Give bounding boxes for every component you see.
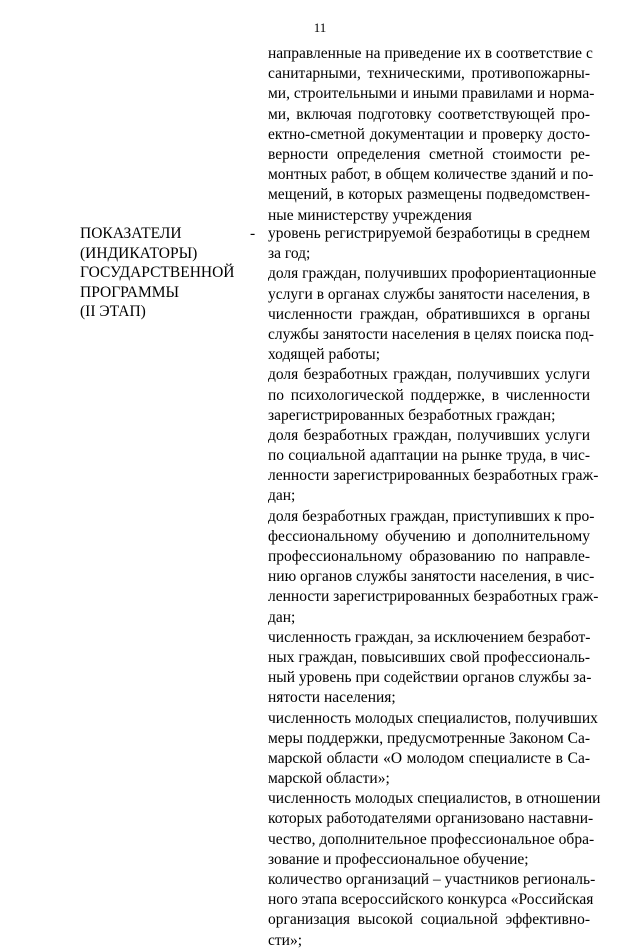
indicator-line: марской области»; (268, 770, 390, 788)
indicator-item (268, 507, 599, 628)
indicator-line: нятости населения; (268, 689, 396, 707)
indicator-line: доля граждан, получивших профориентационные (268, 265, 597, 283)
indicator-item (268, 426, 599, 507)
indicator-item (268, 264, 597, 365)
indicator-item (268, 224, 590, 264)
section-label-line: ПРОГРАММЫ (80, 283, 180, 301)
indicator-line: доля безработных граждан, получивших услуги (268, 426, 590, 444)
text-line: монтных работ, в общем количестве зданий и по- (268, 166, 594, 184)
indicator-item (268, 870, 596, 951)
indicator-line: профессиональному образованию по направле- (268, 548, 590, 565)
indicator-item (268, 789, 601, 870)
indicator-line: ходящей работы; (268, 346, 381, 364)
text-line: ные министерству учреждения (268, 206, 472, 224)
indicator-line: дан; (268, 487, 296, 505)
indicator-line: меры поддержки, предусмотренные Законом Са- (268, 729, 590, 747)
indicator-line: по социальной адаптации на рынке труда, в чис- (268, 447, 590, 465)
indicator-line: ленности зарегистрированных безработных граж- (268, 588, 599, 606)
text-line: мещений, в которых размещены подведомствен- (268, 186, 590, 204)
text-line: ми, включая подготовку соответствующей про- (268, 105, 590, 123)
indicator-line: за год; (268, 245, 311, 263)
indicator-line: зование и профессиональное обучение; (268, 850, 529, 868)
text-line: санитарными, техническими, противопожарны- (268, 65, 590, 83)
indicator-item (268, 628, 590, 709)
indicator-line: дан; (268, 608, 296, 626)
indicator-line: которых работодателями организовано наставни- (268, 810, 594, 828)
indicator-line: организация высокой социальной эффективно- (268, 911, 590, 929)
indicator-line: сти»; (268, 931, 303, 949)
text-line: направленные на приведение их в соответствие с (268, 45, 593, 62)
indicator-line: численность граждан, за исключением безработ- (268, 628, 591, 646)
indicator-line: количество организаций – участников региональ- (268, 871, 596, 888)
section-label-line: ГОСУДАРСТВЕННОЙ (80, 264, 235, 281)
page-number: 11 (313, 20, 327, 35)
text-line: ми, строительными и иными правилами и норма- (268, 85, 595, 103)
indicator-line: численность молодых специалистов, получивших (268, 709, 598, 727)
indicator-list (268, 224, 601, 951)
indicator-line: марской области «О молодом специалисте в Са- (268, 749, 590, 767)
indicator-line: доля безработных граждан, получивших услуги (268, 366, 590, 384)
indicator-line: ных граждан, повысивших свой профессиональ- (268, 648, 590, 666)
indicator-line: зарегистрированных безработных граждан; (268, 406, 556, 424)
indicator-line: уровень регистрируемой безработицы в среднем (268, 225, 590, 242)
indicator-line: чество, дополнительное профессиональное обра- (268, 830, 595, 848)
indicator-line: численности граждан, обратившихся в органы (268, 305, 590, 323)
indicator-line: доля безработных граждан, приступивших к про- (268, 507, 595, 525)
indicator-line: ного этапа всероссийского конкурса «Российская (268, 891, 594, 909)
indicator-line: нию органов службы занятости населения, в чис- (268, 568, 595, 586)
indicator-line: по психологической поддержке, в численности (268, 386, 590, 404)
indicator-line: службы занятости населения в целях поиска под- (268, 325, 594, 343)
indicator-line: численность молодых специалистов, в отношении (268, 790, 601, 808)
indicator-line: услуги в органах службы занятости населения, в (268, 285, 590, 303)
indicator-line: ный уровень при содействии органов службы за- (268, 669, 592, 687)
indicator-item (268, 709, 598, 790)
indicator-item (268, 365, 590, 426)
separator-dash: - (250, 225, 256, 242)
text-line: верности определения сметной стоимости ре- (268, 145, 590, 163)
indicator-line: фессиональному обучению и дополнительному (268, 527, 590, 545)
section-label-line: ПОКАЗАТЕЛИ (80, 225, 182, 242)
indicators-section (80, 224, 601, 949)
section-label (80, 224, 245, 322)
text-line: ектно-сметной документации и проверку досто- (268, 125, 590, 143)
section-label-line: (II ЭТАП) (80, 303, 146, 320)
continued-paragraph (268, 44, 595, 226)
indicator-line: ленности зарегистрированных безработных граж- (268, 467, 599, 485)
section-label-line: (ИНДИКАТОРЫ) (80, 244, 198, 262)
